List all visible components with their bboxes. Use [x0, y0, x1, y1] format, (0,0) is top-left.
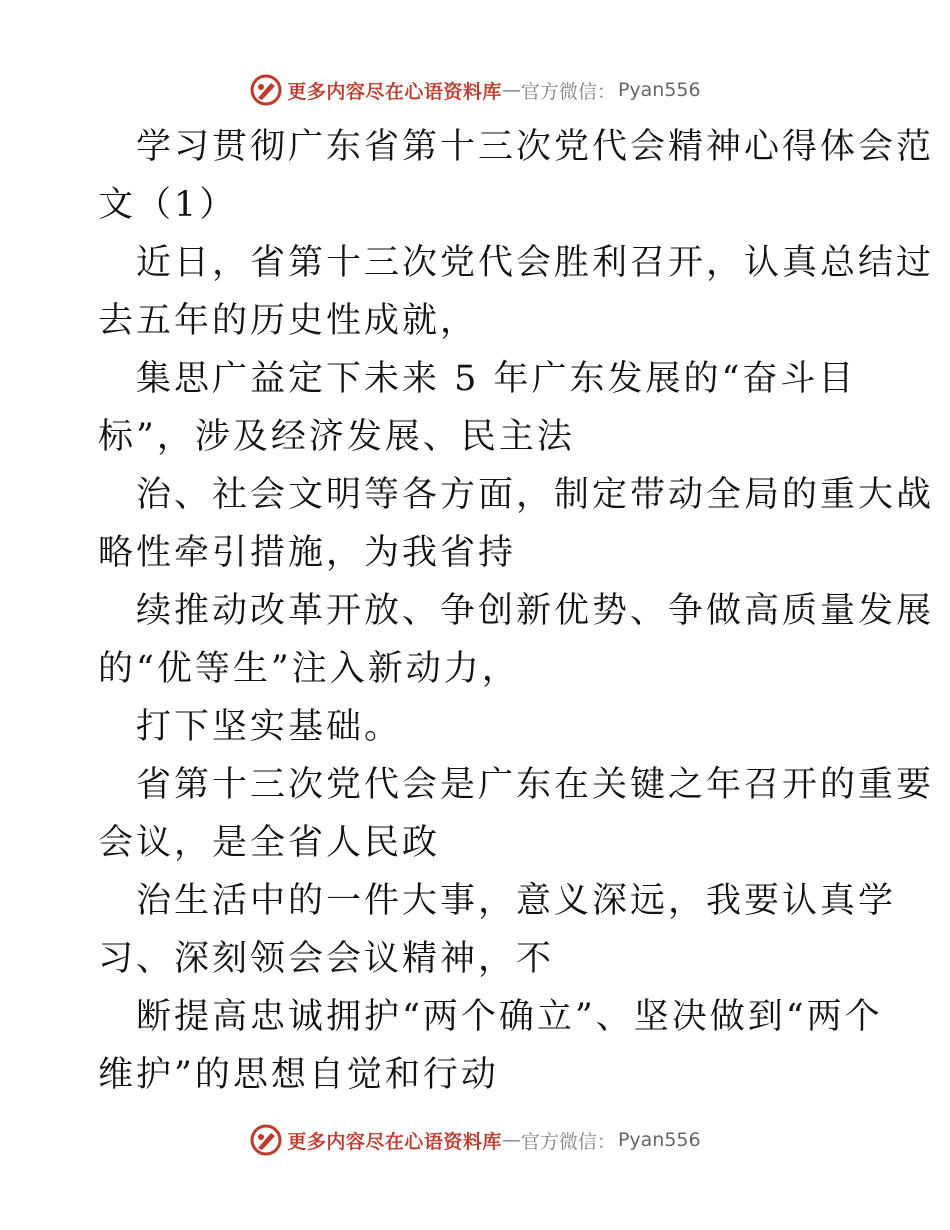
watermark-wechat-id: Pyan556	[617, 79, 701, 101]
text-line: 断提高忠诚拥护“两个确立”、坚决做到“两个	[136, 997, 883, 1037]
watermark-dash: —	[501, 79, 521, 101]
paragraph	[98, 756, 935, 872]
text-line: 文（1）	[98, 185, 238, 225]
watermark-brand: 更多内容尽在心语资料库	[287, 1130, 502, 1153]
paragraph	[98, 988, 883, 1104]
paragraph	[98, 234, 935, 350]
text-line: 略性牵引措施，为我省持	[98, 533, 517, 573]
watermark-brand: 更多内容尽在心语资料库	[287, 80, 502, 103]
text-line: 学习贯彻广东省第十三次党代会精神心得体会范	[136, 127, 935, 167]
text-line: 续推动改革开放、争创新优势、争做高质量发展	[136, 591, 935, 631]
footer-watermark	[0, 1120, 950, 1160]
paragraph	[98, 582, 935, 698]
paragraph	[98, 872, 897, 988]
text-line: 治、社会文明等各方面，制定带动全局的重大战	[136, 475, 935, 515]
watermark-dash: —	[501, 1129, 521, 1151]
text-line: 治生活中的一件大事，意义深远，我要认真学	[136, 881, 897, 921]
text-line: 去五年的历史性成就，	[98, 301, 479, 341]
text-line: 省第十三次党代会是广东在关键之年召开的重要	[136, 765, 935, 805]
text-line: 标”，涉及经济发展、民主法	[98, 417, 575, 457]
paragraph	[98, 466, 935, 582]
text-line: 维护”的思想自觉和行动	[98, 1055, 499, 1095]
paragraph	[98, 698, 858, 756]
watermark-wechat-label: 官方微信：	[520, 1130, 616, 1153]
watermark-wechat-id: Pyan556	[617, 1129, 701, 1151]
text-line: 打下坚实基础。	[136, 707, 403, 747]
text-line: 会议，是全省人民政	[98, 823, 441, 863]
header-watermark	[0, 70, 950, 110]
pen-logo-icon	[249, 1123, 283, 1157]
paragraph-title	[98, 118, 935, 234]
watermark-wechat-label: 官方微信：	[520, 80, 616, 103]
text-line: 习、深刻领会会议精神，不	[98, 939, 555, 979]
text-line: 近日，省第十三次党代会胜利召开，认真总结过	[136, 243, 935, 283]
document-body	[98, 118, 935, 1104]
pen-logo-icon	[249, 73, 283, 107]
text-line: 的“优等生”注入新动力，	[98, 649, 520, 689]
text-line: 集思广益定下未来 5 年广东发展的“奋斗目	[136, 359, 857, 399]
paragraph	[98, 350, 858, 466]
